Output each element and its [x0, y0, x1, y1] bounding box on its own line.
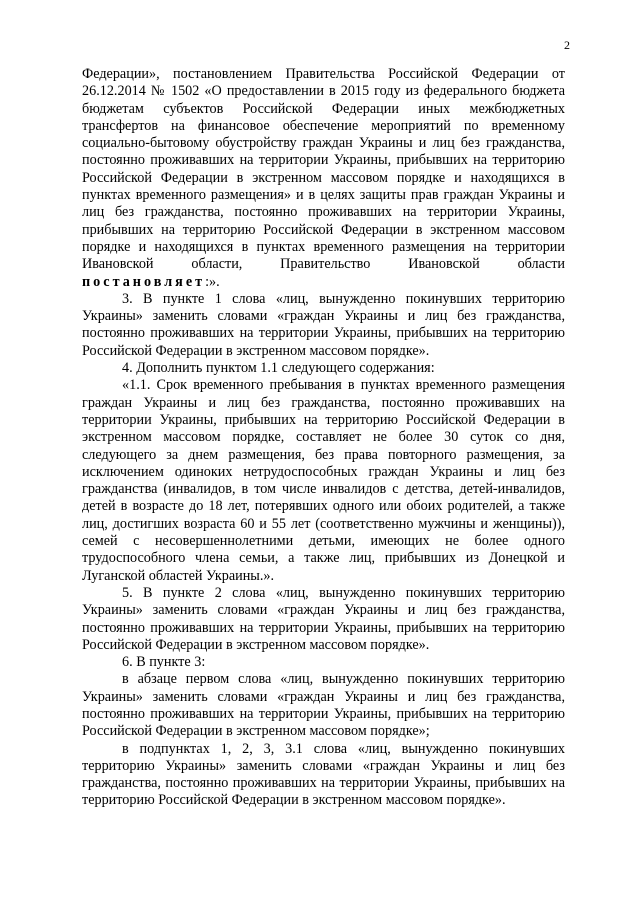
paragraph-item-3: 3. В пункте 1 слова «лиц, вынужденно покинувших территорию Украины» заменить словами «граждан Украины и лиц без гражданства, постоянно проживавших на территории Украины, прибывших на территорию Российской Федерации в экстренном массовом порядке».: [82, 290, 565, 359]
paragraph-item-1-1: «1.1. Срок временного пребывания в пунктах временного размещения граждан Украины и лиц без гражданства, постоянно проживавших на территории Украины, прибывших на территорию Российской Федерации в экстренном массовом порядке, составляет не более 30 суток со дня, следующего за днем размещения, без права повторного размещения, за исключением одиноких нетрудоспособных граждан Украины и лиц без гражданства (инвалидов, в том числе инвалидов с детства, детей-инвалидов, детей в возрасте до 18 лет, потерявших одного или обоих родителей, а также лиц, достигших возраста 60 и 55 лет (соответственно мужчины и женщины)), семей с несовершеннолетними детьми, имеющих не более одного трудоспособного члена семьи, а также лиц, прибывших из Донецкой и Луганской областей Украины.».: [82, 377, 565, 584]
paragraph-item-4: 4. Дополнить пунктом 1.1 следующего содержания:: [122, 360, 435, 377]
resolves-keyword: постановляет: [82, 273, 206, 290]
paragraph-item-6-subparagraph-1: в абзаце первом слова «лиц, вынужденно покинувших территорию Украины» заменить словами «граждан Украины и лиц без гражданства, постоянно проживавших на территории Украины, прибывших на территорию Российской Федерации в экстренном массовом порядке»;: [82, 671, 565, 740]
document-body: [82, 66, 565, 810]
paragraph-item-6-subparagraph-2: в подпунктах 1, 2, 3, 3.1 слова «лиц, вынужденно покинувших территорию Украины» заменить словами «граждан Украины и лиц без гражданства, постоянно проживавших на территории Украины, прибывших на территорию Российской Федерации в экстренном массовом порядке».: [82, 740, 565, 809]
paragraph-preamble-continuation: [82, 66, 565, 291]
page-number: 2: [564, 38, 570, 52]
preamble-text: Федерации», постановлением Правительства Российской Федерации от 26.12.2014 № 1502 «О предоставлении в 2015 году из федерального бюджета бюджетам субъектов Российской Федерации иных межбюджетных трансфертов на финансовое обеспечение мероприятий по временному социально-бытовому обустройству граждан Украины и лиц без гражданства, постоянно проживавших на территории Украины, прибывших на территорию Российской Федерации в экстренном массовом порядке и находящихся в пунктах временного размещения» и в целях защиты прав граждан Украины и лиц без гражданства, постоянно проживавших на территории Украины, прибывших на территорию Российской Федерации в экстренном массовом порядке и находящихся в пунктах временного размещения на территории Ивановской области, Правительство Ивановской области: [82, 66, 565, 273]
preamble-closing: :».: [205, 273, 220, 290]
paragraph-item-5: 5. В пункте 2 слова «лиц, вынужденно покинувших территорию Украины» заменить словами «граждан Украины и лиц без гражданства, постоянно проживавших на территории Украины, прибывших на территорию Российской Федерации в экстренном массовом порядке».: [82, 584, 565, 653]
paragraph-item-6: 6. В пункте 3:: [122, 654, 206, 671]
